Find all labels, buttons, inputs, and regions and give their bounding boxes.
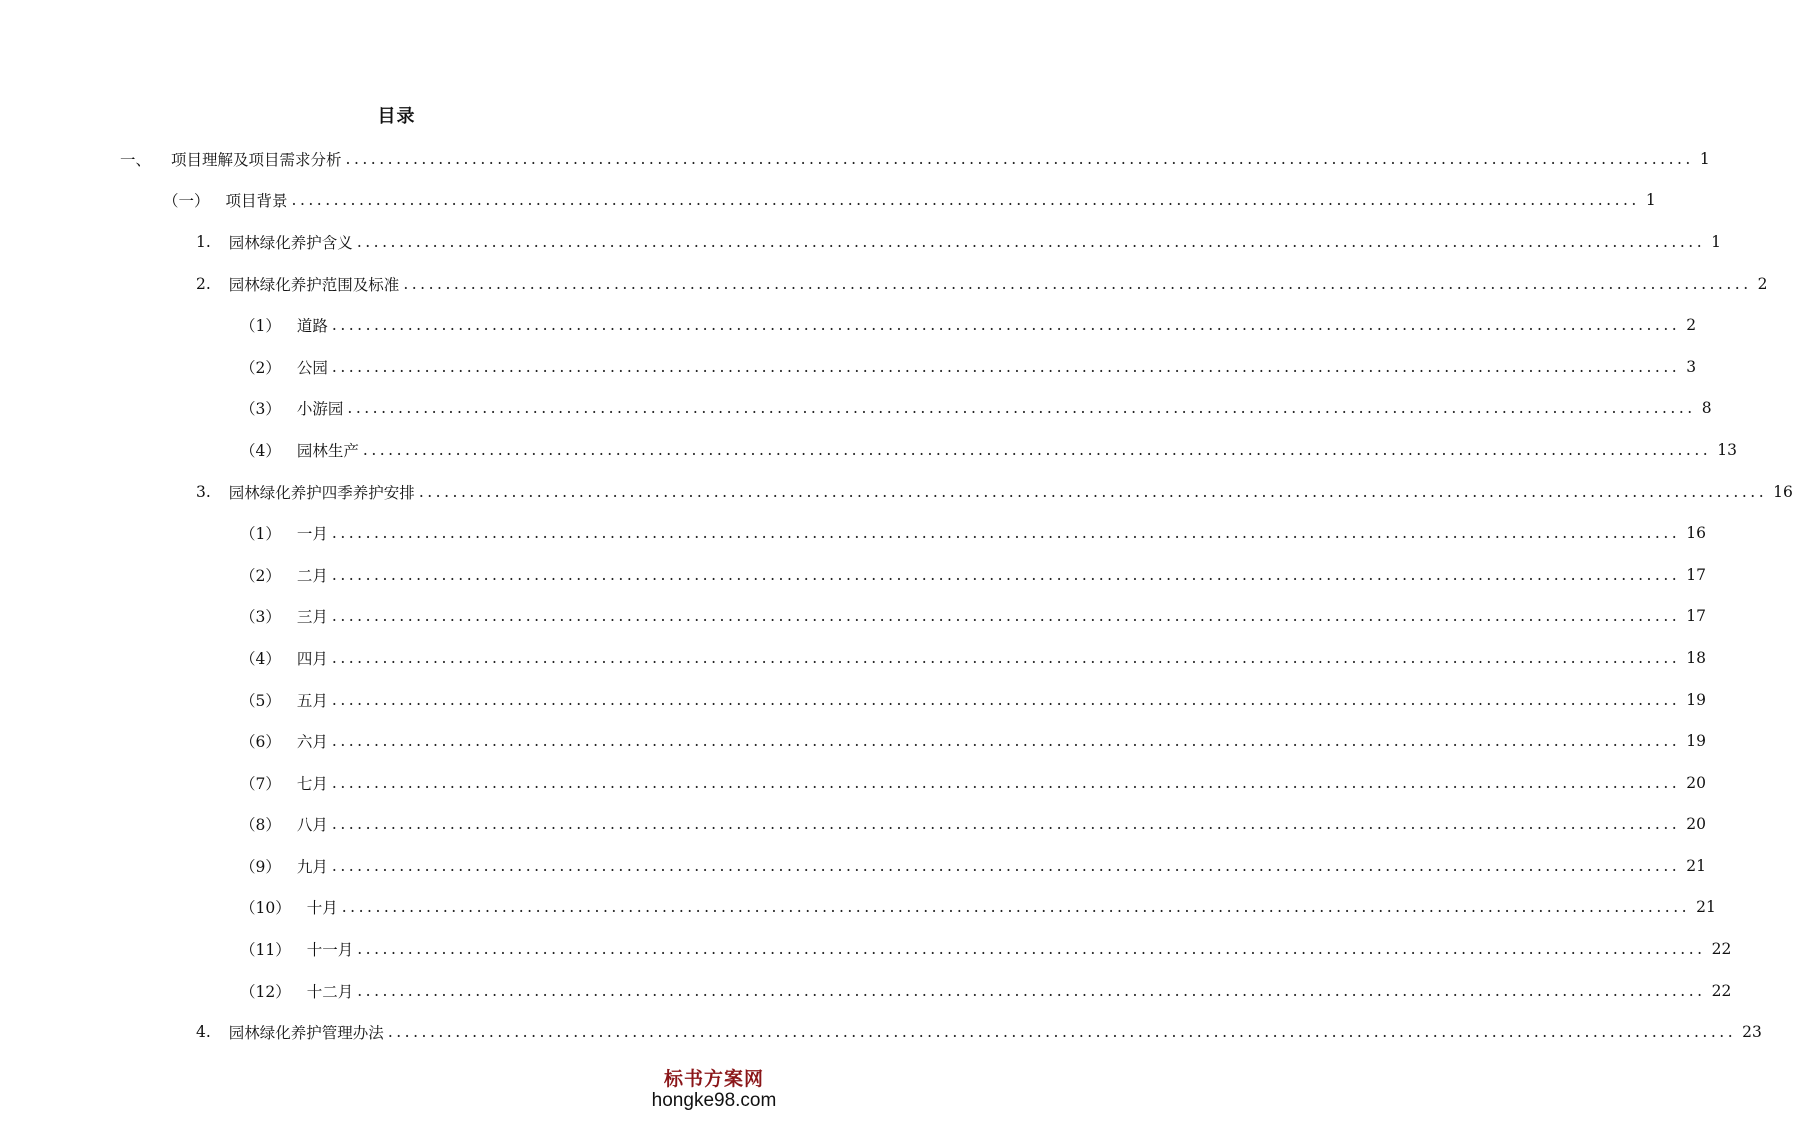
toc-entry-number: 一、 (120, 150, 152, 169)
toc-entry[interactable] (0, 720, 1706, 762)
toc-entry-page: 16 (1773, 482, 1793, 501)
watermark-site: hongke98.com (651, 1090, 777, 1111)
toc-entry[interactable] (0, 346, 1697, 388)
toc-entry-number: （10） (240, 899, 291, 918)
toc-entry-title: 园林生产 (296, 441, 359, 460)
toc-entry-page: 19 (1686, 732, 1706, 751)
toc-entry-number: （4） (240, 441, 281, 460)
toc-entry-title: 项目背景 (225, 192, 288, 211)
toc-entry-title: 五月 (296, 691, 328, 710)
toc-entry-number: （12） (240, 982, 291, 1001)
toc-entry-number: （1） (240, 317, 281, 336)
toc-entry-page: 19 (1686, 690, 1706, 709)
toc-leader-dots: ................................................................................................................................................................ (331, 565, 1681, 584)
toc-entry-page: 1 (1645, 191, 1656, 210)
toc-entry-title: 道路 (296, 317, 328, 336)
toc-entry[interactable] (0, 388, 1712, 430)
toc-leader-dots: ................................................................................................................................................................ (331, 357, 1681, 376)
toc-leader-dots: ................................................................................................................................................................ (331, 690, 1681, 709)
toc-entry[interactable] (0, 1011, 1762, 1053)
toc-entry[interactable] (0, 221, 1722, 263)
toc-leader-dots: ................................................................................................................................................................ (331, 732, 1681, 751)
toc-entry-page: 22 (1711, 940, 1732, 959)
toc-leader-dots: ................................................................................................................................................................ (356, 232, 1706, 251)
toc-entry-number: 2. (196, 274, 211, 293)
toc-leader-dots: ................................................................................................................................................................ (331, 815, 1681, 834)
toc-leader-dots: ................................................................................................................................................................ (331, 607, 1681, 626)
toc-leader-dots: ................................................................................................................................................................ (331, 648, 1681, 667)
toc-entry-title: 二月 (296, 566, 328, 585)
toc-entry-title: 十一月 (306, 941, 354, 960)
toc-leader-dots: ................................................................................................................................................................ (331, 316, 1681, 335)
watermark-logo (649, 1068, 779, 1112)
toc-entry[interactable] (0, 138, 1710, 180)
toc-entry[interactable] (0, 762, 1706, 804)
toc-entry[interactable] (0, 679, 1706, 721)
toc-leader-dots: ................................................................................................................................................................ (341, 898, 1691, 917)
toc-entry[interactable] (0, 637, 1706, 679)
toc-entry[interactable] (0, 970, 1732, 1012)
toc-leader-dots: ................................................................................................................................................................ (291, 191, 1640, 210)
toc-entry-page: 8 (1701, 399, 1712, 418)
toc-entry-title: 十月 (306, 899, 338, 918)
toc-entry-page: 1 (1699, 149, 1710, 168)
toc-entry-page: 21 (1686, 856, 1706, 875)
toc-entry-number: 3. (196, 482, 211, 501)
toc-entry[interactable] (0, 263, 1768, 305)
toc-entry-title: 四月 (296, 649, 328, 668)
toc-entry-number: （4） (240, 649, 281, 668)
toc-leader-dots: ................................................................................................................................................................ (357, 940, 1706, 959)
toc-entry-page: 13 (1717, 440, 1737, 459)
toc-entry-number: （11） (240, 941, 291, 960)
toc-entry-title: 公园 (296, 358, 328, 377)
toc-entry-number: （8） (240, 816, 281, 835)
toc-entry[interactable] (0, 304, 1697, 346)
toc-entry-title: 小游园 (296, 400, 344, 419)
toc-entry-number: （3） (240, 400, 281, 419)
toc-entry-number: 4. (196, 1023, 211, 1042)
toc-leader-dots: ................................................................................................................................................................ (403, 274, 1752, 293)
table-of-contents (0, 138, 1793, 1053)
toc-entry[interactable] (0, 845, 1706, 887)
toc-entry-page: 22 (1711, 981, 1732, 1000)
toc-leader-dots: ................................................................................................................................................................ (331, 856, 1681, 875)
toc-entry[interactable] (0, 596, 1706, 638)
toc-entry-title: 三月 (296, 608, 328, 627)
toc-title: 目录 (377, 106, 416, 127)
toc-entry-title: 园林绿化养护含义 (228, 233, 353, 252)
toc-entry[interactable] (0, 471, 1793, 513)
toc-entry-title: 八月 (296, 816, 328, 835)
toc-entry-page: 17 (1686, 607, 1706, 626)
toc-entry-page: 17 (1686, 565, 1706, 584)
toc-entry[interactable] (0, 512, 1706, 554)
toc-entry[interactable] (0, 554, 1706, 596)
toc-entry[interactable] (0, 804, 1706, 846)
toc-entry[interactable] (0, 887, 1716, 929)
toc-leader-dots: ................................................................................................................................................................ (331, 524, 1681, 543)
toc-leader-dots: ................................................................................................................................................................ (331, 773, 1681, 792)
toc-entry-number: （一） (163, 192, 210, 211)
toc-entry-title: 十二月 (306, 982, 354, 1001)
toc-entry-title: 九月 (296, 857, 328, 876)
toc-entry-title: 一月 (296, 525, 328, 544)
toc-entry-page: 21 (1696, 898, 1716, 917)
watermark-name: 标书方案网 (663, 1068, 764, 1090)
toc-entry-number: （3） (240, 608, 281, 627)
toc-entry-number: （6） (240, 733, 281, 752)
toc-entry[interactable] (0, 928, 1732, 970)
toc-entry-page: 2 (1757, 274, 1768, 293)
toc-leader-dots: ................................................................................................................................................................ (387, 1023, 1737, 1042)
toc-leader-dots: ................................................................................................................................................................ (347, 399, 1696, 418)
toc-entry-title: 项目理解及项目需求分析 (171, 150, 342, 169)
toc-entry-number: 1. (196, 232, 211, 251)
toc-entry-number: （2） (240, 566, 281, 585)
toc-entry-page: 20 (1686, 773, 1706, 792)
toc-entry[interactable] (0, 180, 1656, 222)
toc-leader-dots: ................................................................................................................................................................ (345, 149, 1694, 168)
toc-entry-page: 16 (1686, 524, 1706, 543)
toc-entry-page: 20 (1686, 815, 1706, 834)
toc-entry-number: （2） (240, 358, 281, 377)
toc-entry-number: （5） (240, 691, 281, 710)
toc-entry-number: （9） (240, 857, 281, 876)
toc-entry-number: （7） (240, 774, 281, 793)
toc-entry-title: 园林绿化养护四季养护安排 (228, 483, 415, 502)
toc-entry-title: 园林绿化养护范围及标准 (228, 275, 400, 294)
toc-entry-page: 18 (1686, 648, 1706, 667)
toc-entry-title: 六月 (296, 733, 328, 752)
toc-entry-page: 23 (1742, 1023, 1762, 1042)
toc-entry-page: 1 (1711, 232, 1722, 251)
toc-leader-dots: ................................................................................................................................................................ (362, 440, 1712, 459)
toc-entry-title: 园林绿化养护管理办法 (228, 1024, 384, 1043)
toc-entry-page: 3 (1686, 357, 1697, 376)
toc-entry-page: 2 (1686, 316, 1697, 335)
toc-leader-dots: ................................................................................................................................................................ (418, 482, 1768, 501)
toc-entry[interactable] (0, 429, 1737, 471)
toc-entry-title: 七月 (296, 774, 328, 793)
toc-leader-dots: ................................................................................................................................................................ (357, 981, 1706, 1000)
toc-entry-number: （1） (240, 525, 281, 544)
